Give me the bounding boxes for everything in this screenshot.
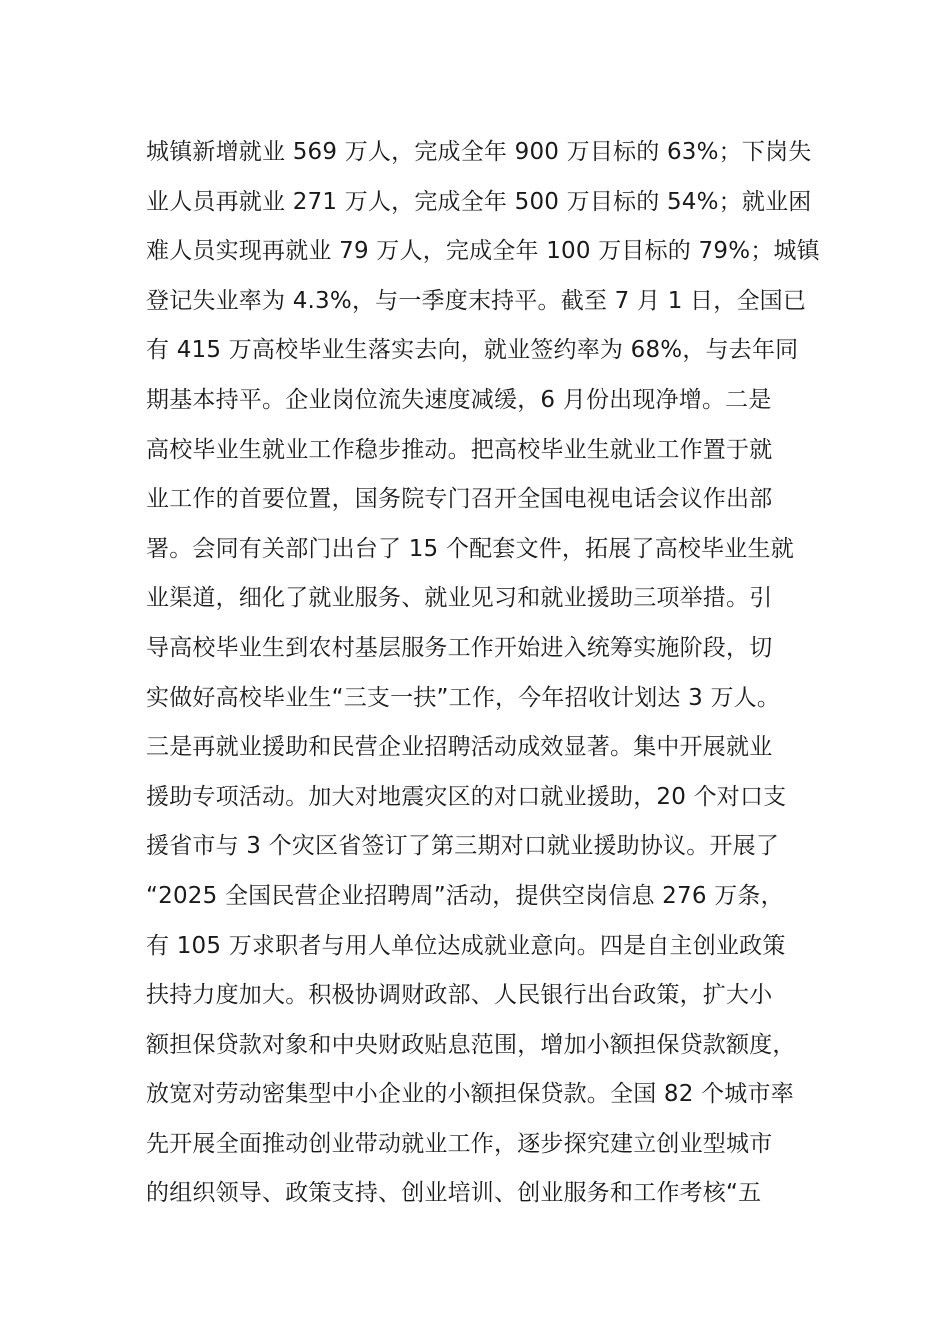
text-line: 署。会同有关部门出台了 15 个配套文件，拓展了高校毕业生就	[146, 535, 794, 562]
text-line: “2025 全国民营企业招聘周”活动，提供空岗信息 276 万条，	[146, 882, 784, 909]
text-line: 实做好高校毕业生“三支一扶”工作，今年招收计划达 3 万人。	[146, 684, 781, 711]
text-line: 扶持力度加大。积极协调财政部、人民银行出台政策，扩大小	[146, 982, 773, 1009]
text-line: 难人员实现再就业 79 万人，完成全年 100 万目标的 79%；城镇	[146, 238, 820, 265]
text-line: 登记失业率为 4.3%，与一季度末持平。截至 7 月 1 日，全国已	[146, 287, 807, 314]
text-line: 放宽对劳动密集型中小企业的小额担保贷款。全国 82 个城市率	[146, 1081, 794, 1108]
text-line: 额担保贷款对象和中央财政贴息范围，增加小额担保贷款额度，	[146, 1031, 796, 1058]
text-line: 的组织领导、政策支持、创业培训、创业服务和工作考核“五	[146, 1180, 762, 1207]
text-line: 导高校毕业生到农村基层服务工作开始进入统筹实施阶段，切	[146, 634, 773, 661]
text-line: 先开展全面推动创业带动就业工作，逐步探究建立创业型城市	[146, 1130, 773, 1157]
text-line: 业人员再就业 271 万人，完成全年 500 万目标的 54%；就业困	[146, 188, 812, 215]
text-line: 有 415 万高校毕业生落实去向，就业签约率为 68%，与去年同	[146, 337, 799, 364]
body-paragraph	[146, 128, 866, 1219]
text-line: 援省市与 3 个灾区省签订了第三期对口就业援助协议。开展了	[146, 833, 780, 860]
text-line: 援助专项活动。加大对地震灾区的对口就业援助，20 个对口支	[146, 783, 787, 810]
text-line: 高校毕业生就业工作稳步推动。把高校毕业生就业工作置于就	[146, 436, 773, 463]
text-line: 期基本持平。企业岗位流失速度减缓，6 月份出现净增。二是	[146, 386, 772, 413]
text-line: 业渠道，细化了就业服务、就业见习和就业援助三项举措。引	[146, 585, 773, 612]
text-line: 城镇新增就业 569 万人，完成全年 900 万目标的 63%；下岗失	[146, 139, 812, 165]
text-line: 业工作的首要位置，国务院专门召开全国电视电话会议作出部	[146, 486, 773, 513]
text-line: 三是再就业援助和民营企业招聘活动成效显著。集中开展就业	[146, 734, 773, 761]
text-line: 有 105 万求职者与用人单位达成就业意向。四是自主创业政策	[146, 932, 786, 959]
